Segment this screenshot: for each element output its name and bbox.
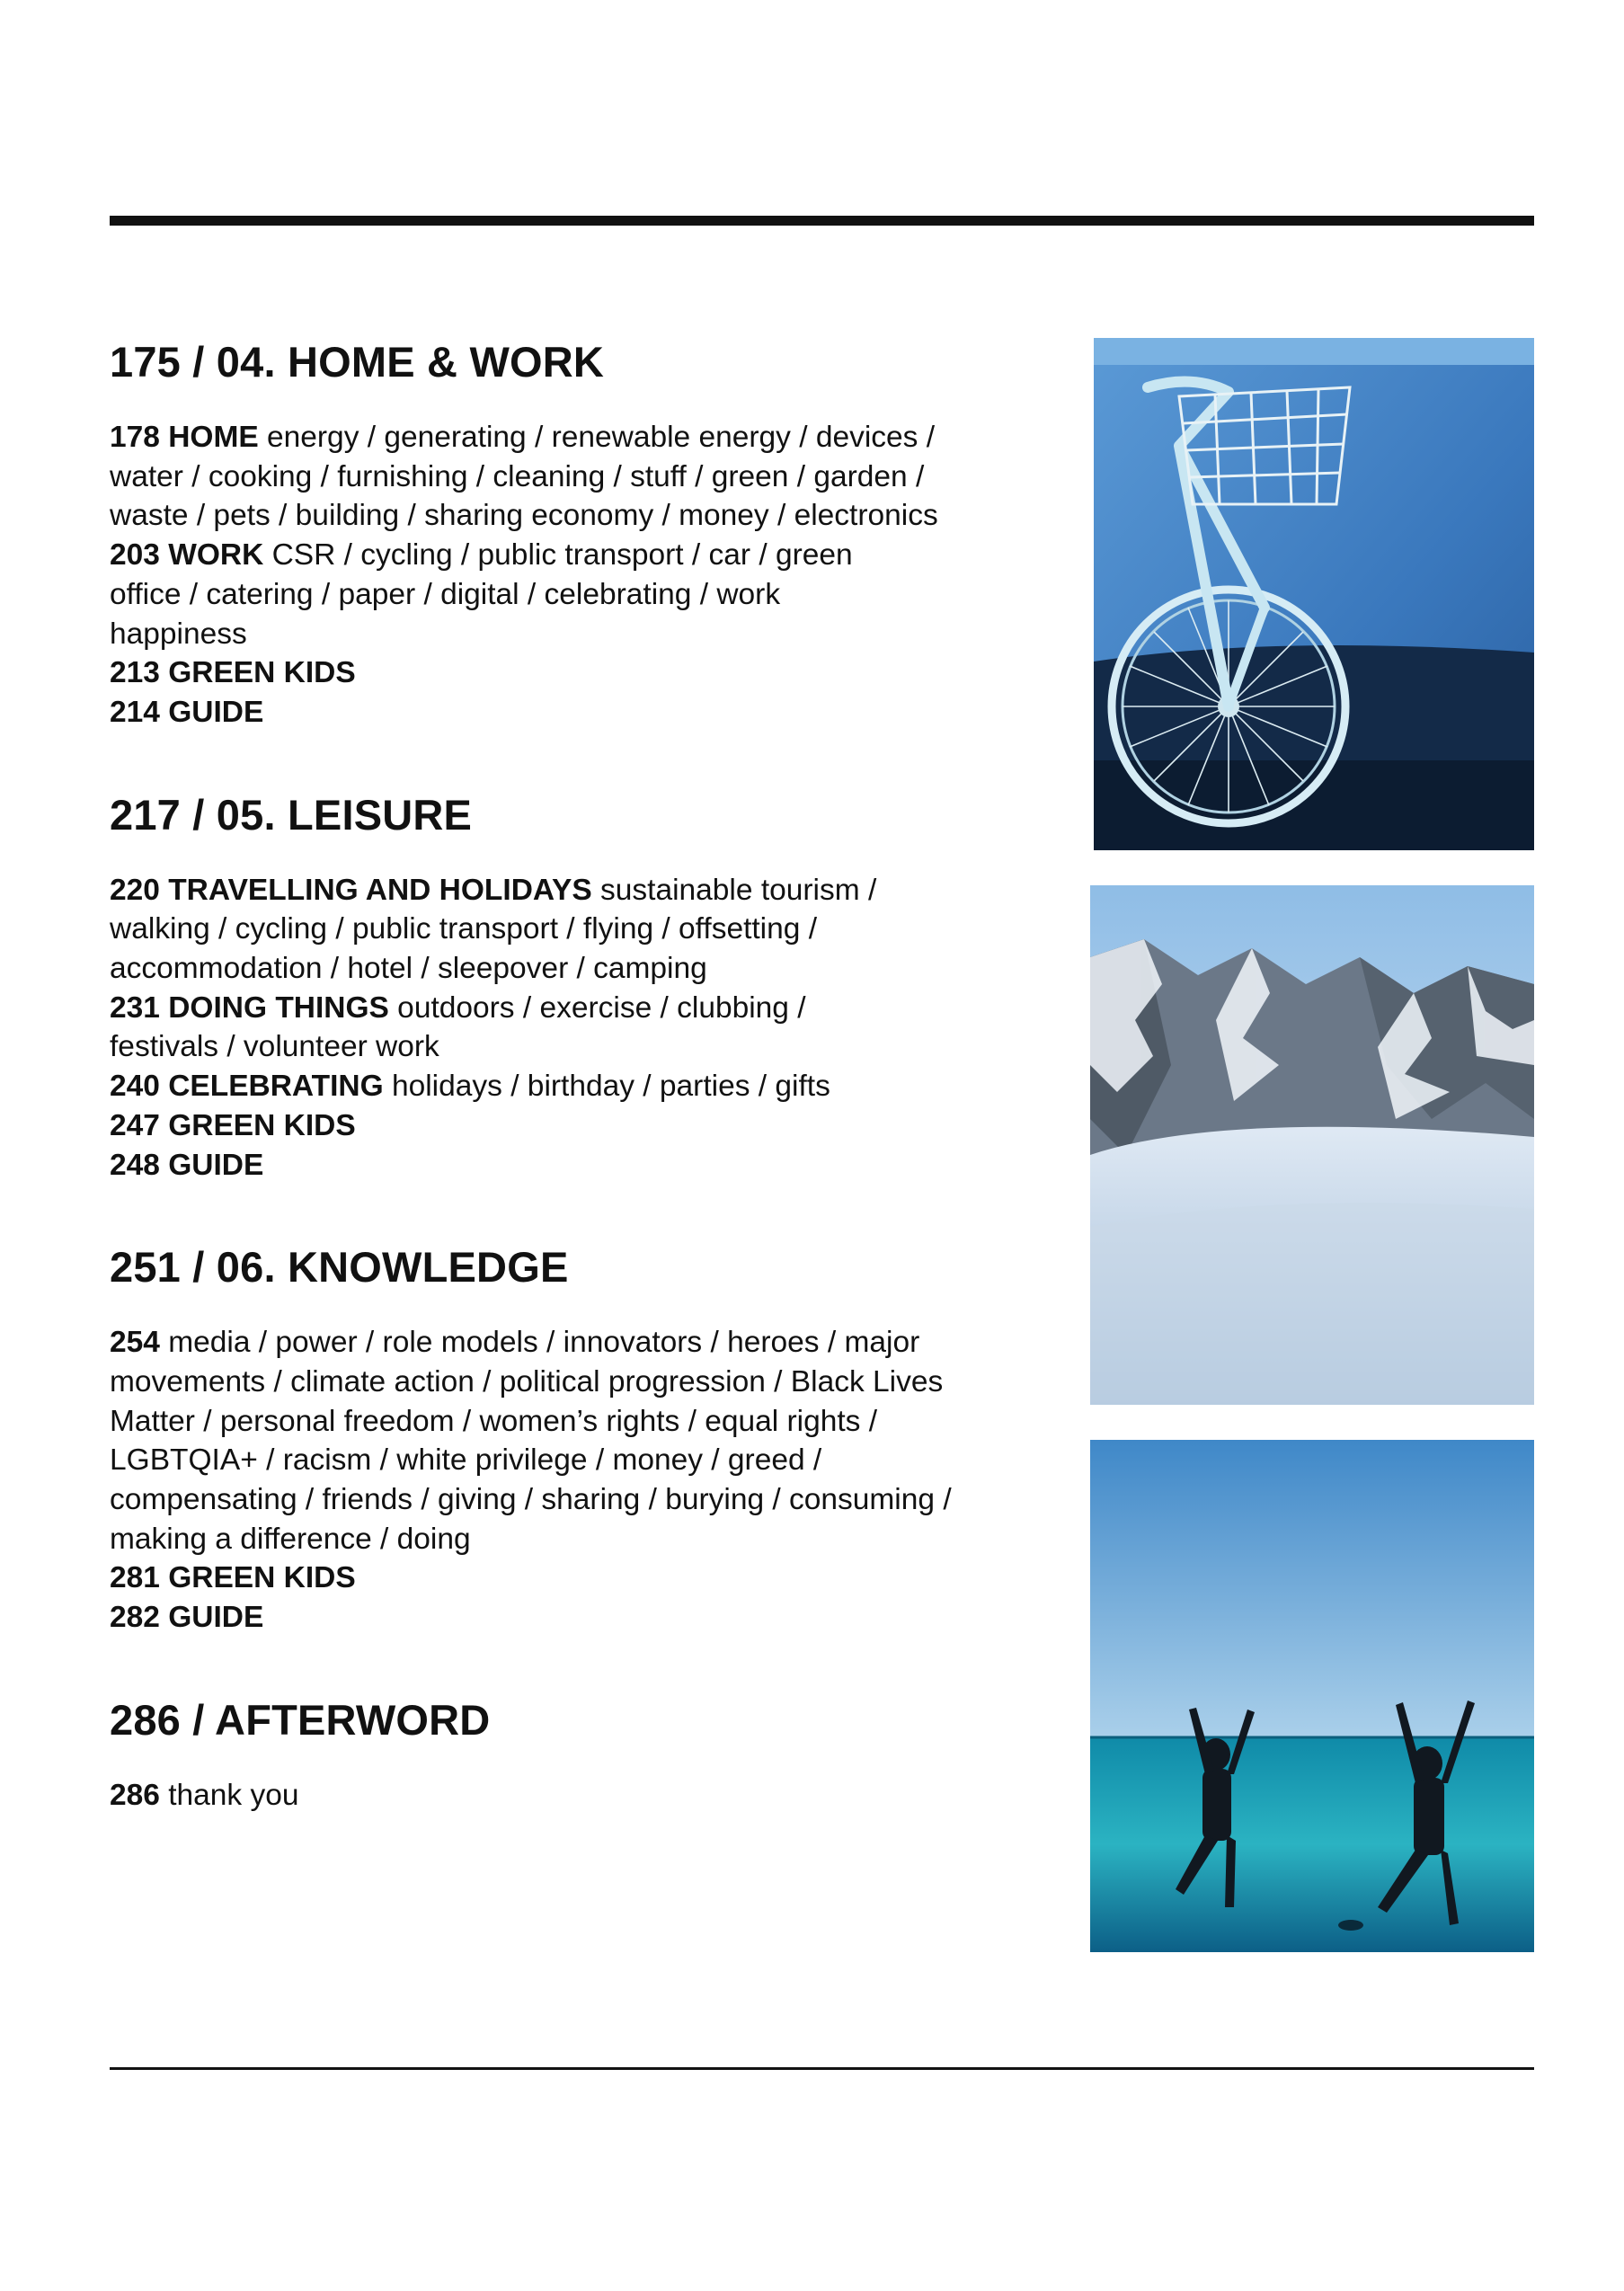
entry-topics: sustainable tourism / walking / cycling / public transport / flying / offsetting / accommodation / hotel / sleepover / camping bbox=[110, 873, 877, 986]
bicycle-photo bbox=[1094, 338, 1534, 850]
entry-topics: energy / generating / renewable energy / devices / water / cooking / furnishing / cleaning / stuff / green / garden / waste / pets / building / sharing economy / money / electronics bbox=[110, 421, 938, 533]
toc-section-afterword bbox=[110, 1695, 1026, 1816]
section-title: 217 / 05. LEISURE bbox=[110, 790, 473, 839]
toc-entry bbox=[110, 536, 892, 653]
section-title: 251 / 06. KNOWLEDGE bbox=[110, 1243, 569, 1292]
toc-entry bbox=[110, 1106, 1026, 1146]
toc-entry bbox=[110, 1067, 1026, 1106]
entry-heading: 286 bbox=[110, 1778, 160, 1812]
toc-entry bbox=[110, 871, 963, 989]
entry-heading: 214 GUIDE bbox=[110, 695, 264, 729]
entry-topics: media / power / role models / innovators / heroes / major movements / climate action / political progression / Black Lives Matter / personal freedom / women’s rights / equal rights / LGBTQIA+ / racism / white privilege / money / greed / compensating / friends / giving / sharing / burying / consuming / making a difference / doing bbox=[110, 1326, 952, 1556]
toc-entry bbox=[110, 1146, 1026, 1185]
entry-heading: 248 GUIDE bbox=[110, 1148, 264, 1182]
toc-entry bbox=[110, 1323, 1008, 1558]
section-title: 175 / 04. HOME & WORK bbox=[110, 338, 605, 386]
toc-entry bbox=[110, 418, 963, 536]
toc-entry bbox=[110, 1598, 1026, 1638]
entry-heading: 281 GREEN KIDS bbox=[110, 1561, 356, 1595]
top-rule bbox=[110, 216, 1534, 226]
section-title: 286 / AFTERWORD bbox=[110, 1695, 491, 1744]
entry-heading: 254 bbox=[110, 1326, 160, 1360]
entry-heading: 213 GREEN KIDS bbox=[110, 656, 356, 690]
toc-section-leisure bbox=[110, 790, 1026, 1185]
toc-entry bbox=[110, 653, 1026, 693]
table-of-contents bbox=[110, 337, 1026, 1816]
toc-entry bbox=[110, 989, 918, 1067]
entry-topics: thank you bbox=[159, 1778, 299, 1812]
toc-entry bbox=[110, 1558, 1026, 1598]
entry-topics: CSR / cycling / public transport / car / green office / catering / paper / digital / celebrating / work happiness bbox=[110, 538, 853, 651]
bottom-rule bbox=[110, 2067, 1534, 2070]
entry-heading: 282 GUIDE bbox=[110, 1601, 264, 1635]
entry-topics: holidays / birthday / parties / gifts bbox=[383, 1070, 830, 1104]
toc-entry bbox=[110, 693, 1026, 733]
snowy-mountains-photo bbox=[1090, 885, 1534, 1405]
people-jumping-into-sea-photo bbox=[1090, 1440, 1534, 1952]
toc-section-knowledge bbox=[110, 1242, 1026, 1638]
entry-topics: outdoors / exercise / clubbing / festivals / volunteer work bbox=[110, 990, 806, 1064]
toc-section-home-work bbox=[110, 337, 1026, 733]
entry-heading: 247 GREEN KIDS bbox=[110, 1108, 356, 1142]
entry-heading: 178 HOME bbox=[110, 421, 259, 454]
toc-entry bbox=[110, 1776, 1026, 1816]
entry-heading: 220 TRAVELLING AND HOLIDAYS bbox=[110, 873, 592, 907]
entry-heading: 231 DOING THINGS bbox=[110, 990, 389, 1025]
entry-heading: 203 WORK bbox=[110, 538, 264, 573]
entry-heading: 240 CELEBRATING bbox=[110, 1070, 384, 1104]
